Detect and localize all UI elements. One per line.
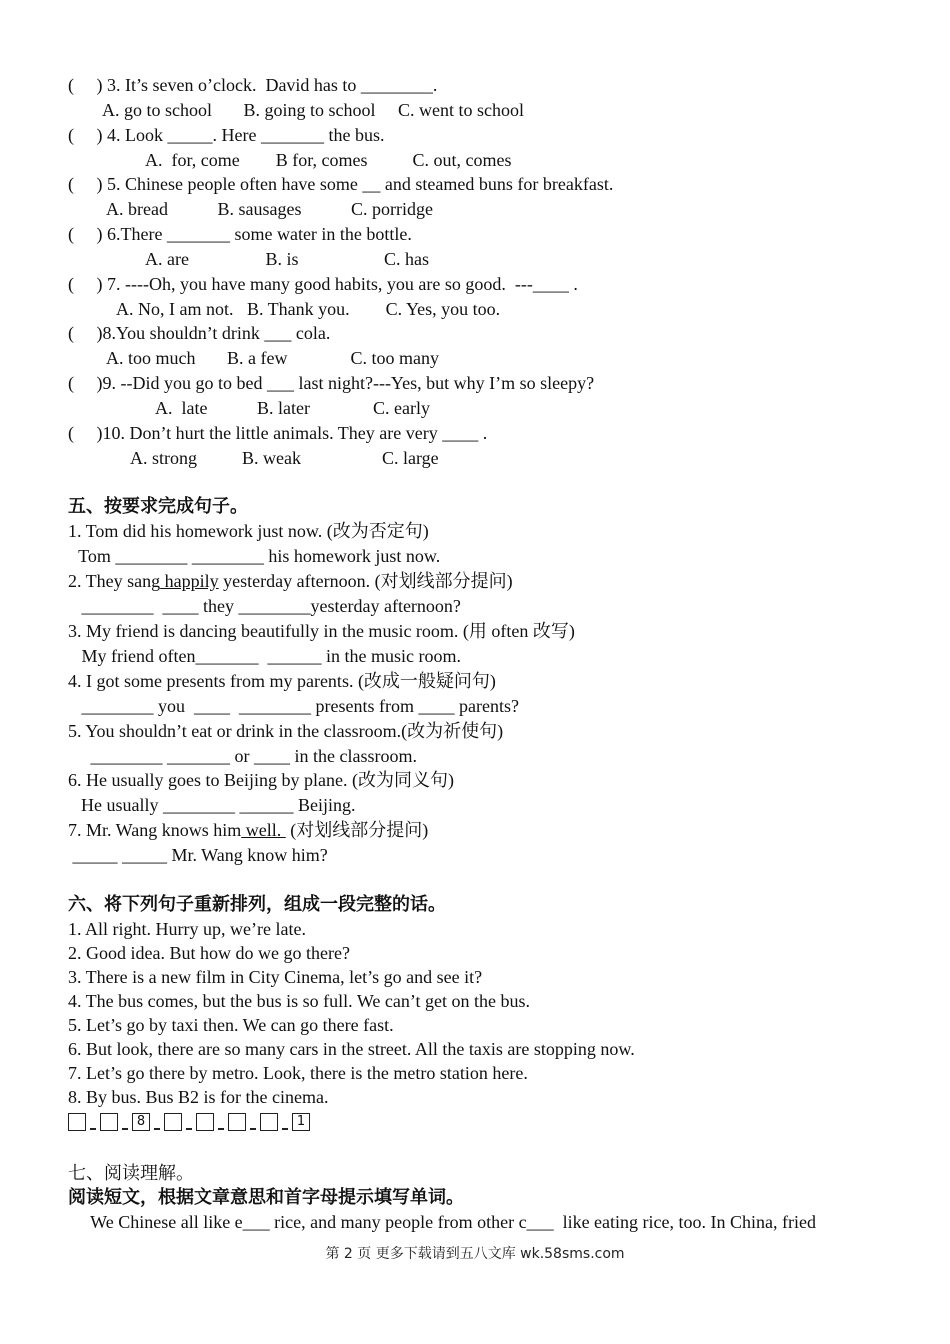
question-9-options: A. late B. later C. early	[155, 398, 430, 418]
rewrite-5-answer: ________ _______ or ____ in the classroom.	[68, 746, 417, 766]
question-8-options: A. too much B. a few C. too many	[106, 348, 439, 368]
section-6-title: 六、将下列句子重新排列，组成一段完整的话。	[68, 894, 446, 915]
rewrite-4: 4. I got some presents from my parents. (改成一般疑问句)	[68, 671, 496, 691]
separator	[154, 1128, 160, 1130]
answer-box-2[interactable]	[100, 1113, 118, 1131]
answer-box-3[interactable]: 8	[132, 1113, 150, 1131]
separator	[282, 1128, 288, 1130]
section-7-instructions: 阅读短文，根据文章意思和首字母提示填写单词。	[68, 1187, 464, 1208]
rewrite-2	[68, 569, 513, 593]
ordering-item: 1. All right. Hurry up, we’re late.	[68, 919, 306, 939]
reading-passage: We Chinese all like e___ rice, and many people from other c___ like eating rice, too. In China, fried	[68, 1212, 816, 1232]
rewrite-2-post: yesterday afternoon. (对划线部分提问)	[218, 571, 513, 591]
ordering-item: 5. Let’s go by taxi then. We can go there fast.	[68, 1015, 394, 1035]
answer-box-1[interactable]	[68, 1113, 86, 1131]
question-4: ( ) 4. Look _____. Here _______ the bus.	[68, 125, 385, 145]
rewrite-4-answer: ________ you ____ ________ presents from ____ parents?	[68, 696, 519, 716]
rewrite-7-underlined: well.	[241, 820, 286, 840]
rewrite-6-answer: He usually ________ ______ Beijing.	[72, 795, 356, 815]
question-4-options: A. for, come B for, comes C. out, comes	[145, 150, 512, 170]
question-3: ( ) 3. It’s seven o’clock. David has to ________.	[68, 75, 438, 95]
question-9: ( )9. --Did you go to bed ___ last night?---Yes, but why I’m so sleepy?	[68, 373, 595, 393]
separator	[90, 1128, 96, 1130]
rewrite-2-pre: 2. They sang	[68, 571, 161, 591]
page-footer: 第 2 页 更多下载请到五八文库 wk.58sms.com	[325, 1246, 625, 1262]
answer-box-5[interactable]	[196, 1113, 214, 1131]
question-10: ( )10. Don’t hurt the little animals. They are very ____ .	[68, 423, 488, 443]
section-7-title: 七、阅读理解。	[68, 1163, 194, 1184]
rewrite-1: 1. Tom did his homework just now. (改为否定句)	[68, 521, 429, 541]
rewrite-2-underlined: happily	[160, 571, 219, 591]
ordering-item: 2. Good idea. But how do we go there?	[68, 943, 350, 963]
answer-box-6[interactable]	[228, 1113, 246, 1131]
question-7-options: A. No, I am not. B. Thank you. C. Yes, you too.	[116, 299, 501, 319]
question-5: ( ) 5. Chinese people often have some __ and steamed buns for breakfast.	[68, 174, 614, 194]
rewrite-3-answer: My friend often_______ ______ in the music room.	[68, 646, 461, 666]
rewrite-7-answer: _____ _____ Mr. Wang know him?	[68, 845, 328, 865]
ordering-item: 8. By bus. Bus B2 is for the cinema.	[68, 1087, 329, 1107]
section-5-title: 五、按要求完成句子。	[68, 496, 248, 517]
ordering-item: 6. But look, there are so many cars in the street. All the taxis are stopping now.	[68, 1039, 635, 1059]
question-3-options: A. go to school B. going to school C. went to school	[102, 100, 524, 120]
question-6: ( ) 6.There _______ some water in the bottle.	[68, 224, 412, 244]
rewrite-1-answer: Tom ________ ________ his homework just now.	[74, 546, 441, 566]
answer-box-7[interactable]	[260, 1113, 278, 1131]
ordering-item: 4. The bus comes, but the bus is so full. We can’t get on the bus.	[68, 991, 530, 1011]
rewrite-5: 5. You shouldn’t eat or drink in the classroom.(改为祈使句)	[68, 721, 504, 741]
question-5-options: A. bread B. sausages C. porridge	[106, 199, 433, 219]
question-6-options: A. are B. is C. has	[145, 249, 429, 269]
answer-box-4[interactable]	[164, 1113, 182, 1131]
rewrite-3: 3. My friend is dancing beautifully in the music room. (用 often 改写)	[68, 621, 575, 641]
separator	[218, 1128, 224, 1130]
question-7: ( ) 7. ----Oh, you have many good habits, you are so good. ---____ .	[68, 274, 578, 294]
rewrite-7-post: (对划线部分提问)	[285, 820, 429, 840]
question-10-options: A. strong B. weak C. large	[130, 448, 439, 468]
rewrite-2-answer: ________ ____ they ________yesterday afternoon?	[68, 596, 461, 616]
answer-box-8[interactable]: 1	[292, 1113, 310, 1131]
separator	[122, 1128, 128, 1130]
rewrite-7	[68, 818, 428, 842]
ordering-answer-boxes	[68, 1113, 310, 1131]
ordering-item: 3. There is a new film in City Cinema, let’s go and see it?	[68, 967, 483, 987]
rewrite-6: 6. He usually goes to Beijing by plane. (改为同义句)	[68, 770, 454, 790]
question-8: ( )8.You shouldn’t drink ___ cola.	[68, 323, 331, 343]
separator	[250, 1128, 256, 1130]
separator	[186, 1128, 192, 1130]
ordering-item: 7. Let’s go there by metro. Look, there is the metro station here.	[68, 1063, 528, 1083]
rewrite-7-pre: 7. Mr. Wang knows him	[68, 820, 242, 840]
